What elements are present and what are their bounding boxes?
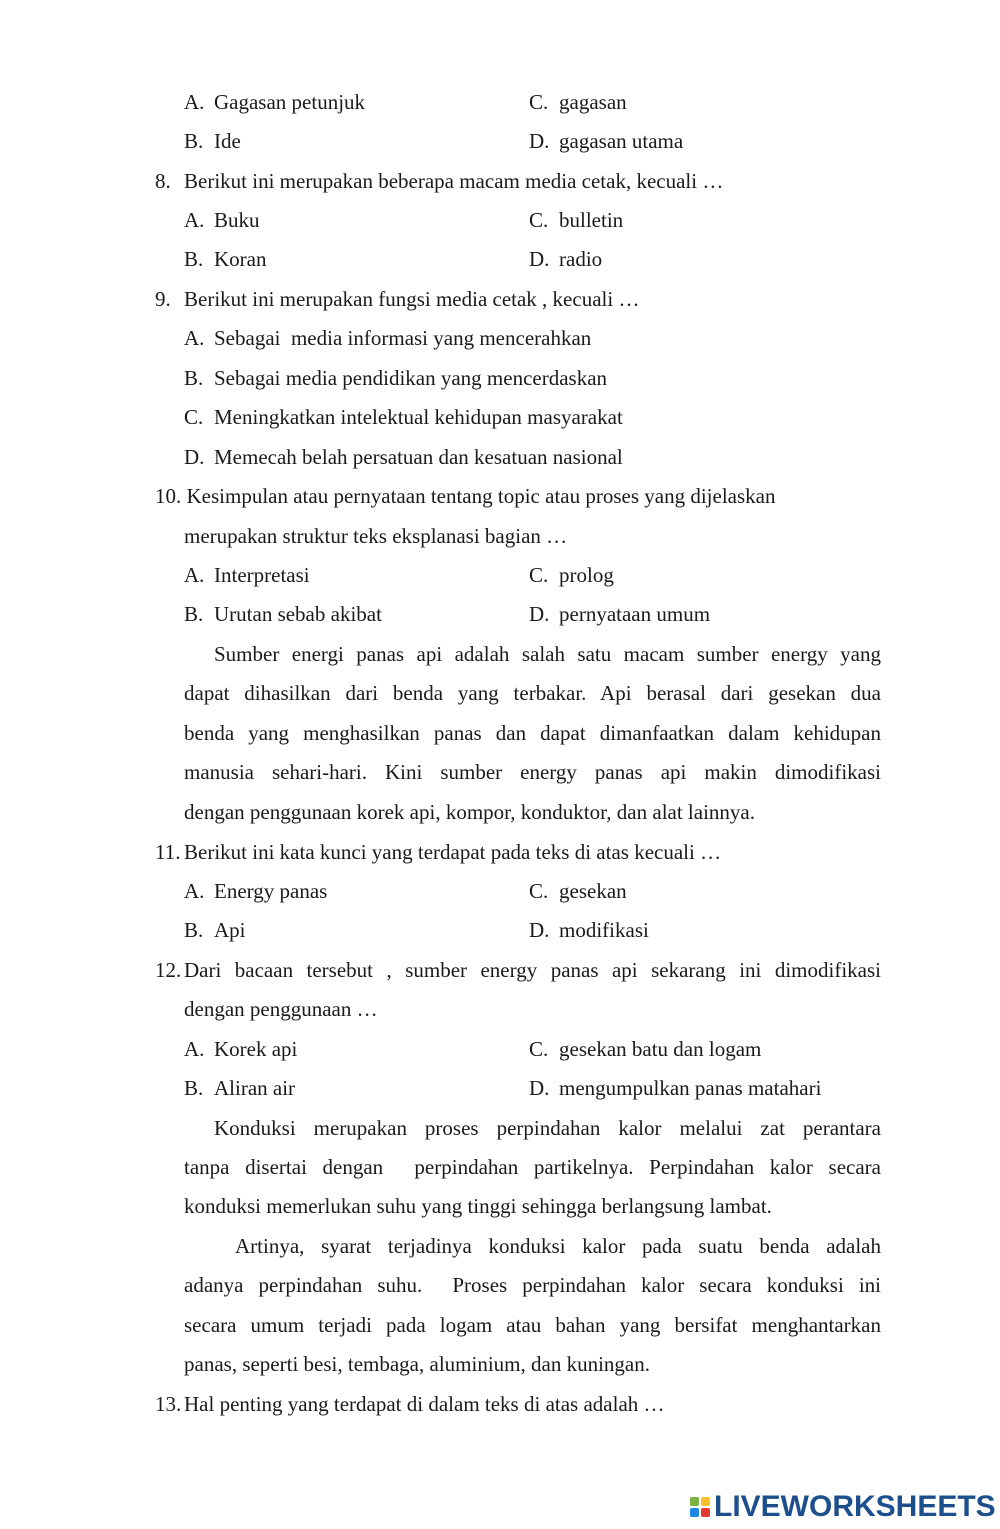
q10-stem-line2: merupakan struktur teks eksplanasi bagian … xyxy=(184,524,568,548)
liveworksheets-logo-icon xyxy=(690,1497,710,1517)
passage3-line4: panas, seperti besi, tembaga, aluminium, dan kuningan. xyxy=(184,1352,650,1376)
passage2-line2: tanpa disertai dengan perpindahan partikelnya. Perpindahan kalor secara xyxy=(184,1155,881,1179)
q12-option-d: D. mengumpulkan panas matahari xyxy=(529,1076,822,1100)
liveworksheets-logo xyxy=(690,1491,996,1523)
q11-option-d: D. modifikasi xyxy=(529,918,649,942)
q8-option-a: A. Buku xyxy=(184,208,260,232)
q11-option-b: B. Api xyxy=(184,918,246,942)
q8-option-b: B. Koran xyxy=(184,247,267,271)
passage2-line3: konduksi memerlukan suhu yang tinggi sehingga berlangsung lambat. xyxy=(184,1194,772,1218)
passage1-line3: benda yang menghasilkan panas dan dapat dimanfaatkan dalam kehidupan xyxy=(184,721,881,745)
q12-option-a: A. Korek api xyxy=(184,1037,298,1061)
q9-stem: Berikut ini merupakan fungsi media cetak , kecuali … xyxy=(184,287,640,311)
q11-stem: Berikut ini kata kunci yang terdapat pada teks di atas kecuali … xyxy=(184,840,722,864)
q10-option-b: B. Urutan sebab akibat xyxy=(184,602,382,626)
passage1-line4: manusia sehari-hari. Kini sumber energy panas api makin dimodifikasi xyxy=(184,760,881,784)
q7-option-a: A. Gagasan petunjuk xyxy=(184,90,366,114)
q7-option-b: B. Ide xyxy=(184,129,241,153)
q9-option-a: A. Sebagai media informasi yang mencerahkan xyxy=(184,326,592,350)
q10-option-c: C. prolog xyxy=(529,563,614,587)
q12-stem-line2: dengan penggunaan … xyxy=(184,997,378,1021)
q12-number: 12. xyxy=(155,958,182,982)
q9-number: 9. xyxy=(155,287,171,311)
q12-option-c: C. gesekan batu dan logam xyxy=(529,1037,762,1061)
q8-stem: Berikut ini merupakan beberapa macam media cetak, kecuali … xyxy=(184,169,724,193)
q8-number: 8. xyxy=(155,169,171,193)
q8-option-d: D. radio xyxy=(529,247,603,271)
q11-option-a: A. Energy panas xyxy=(184,879,328,903)
q13-number: 13. xyxy=(155,1392,182,1416)
passage1-line1: Sumber energi panas api adalah salah satu macam sumber energy yang xyxy=(214,642,881,666)
q9-option-c: C. Meningkatkan intelektual kehidupan masyarakat xyxy=(184,405,623,429)
q9-option-b: B. Sebagai media pendidikan yang mencerdaskan xyxy=(184,366,608,390)
passage1-line2: dapat dihasilkan dari benda yang terbakar. Api berasal dari gesekan dua xyxy=(184,681,881,705)
q11-number: 11. xyxy=(155,840,181,864)
q9-option-d: D. Memecah belah persatuan dan kesatuan nasional xyxy=(184,445,623,469)
q12-option-b: B. Aliran air xyxy=(184,1076,296,1100)
q8-option-c: C. bulletin xyxy=(529,208,624,232)
passage3-line1: Artinya, syarat terjadinya konduksi kalor pada suatu benda adalah xyxy=(235,1234,881,1258)
q13-stem: Hal penting yang terdapat di dalam teks di atas adalah … xyxy=(184,1392,665,1416)
q7-option-d: D. gagasan utama xyxy=(529,129,684,153)
q10-option-d: D. pernyataan umum xyxy=(529,602,711,626)
passage1-line5: dengan penggunaan korek api, kompor, konduktor, dan alat lainnya. xyxy=(184,800,755,824)
q12-stem-line1: Dari bacaan tersebut , sumber energy panas api sekarang ini dimodifikasi xyxy=(184,958,881,982)
passage3-line3: secara umum terjadi pada logam atau bahan yang bersifat menghantarkan xyxy=(184,1313,881,1337)
q11-option-c: C. gesekan xyxy=(529,879,627,903)
passage2-line1: Konduksi merupakan proses perpindahan kalor melalui zat perantara xyxy=(214,1116,881,1140)
q10-option-a: A. Interpretasi xyxy=(184,563,310,587)
q10-stem-line1: 10. Kesimpulan atau pernyataan tentang topic atau proses yang dijelaskan xyxy=(155,484,776,508)
liveworksheets-logo-text: LIVEWORKSHEETS xyxy=(714,1490,996,1523)
passage3-line2: adanya perpindahan suhu. Proses perpindahan kalor secara konduksi ini xyxy=(184,1273,881,1297)
q7-option-c: C. gagasan xyxy=(529,90,627,114)
